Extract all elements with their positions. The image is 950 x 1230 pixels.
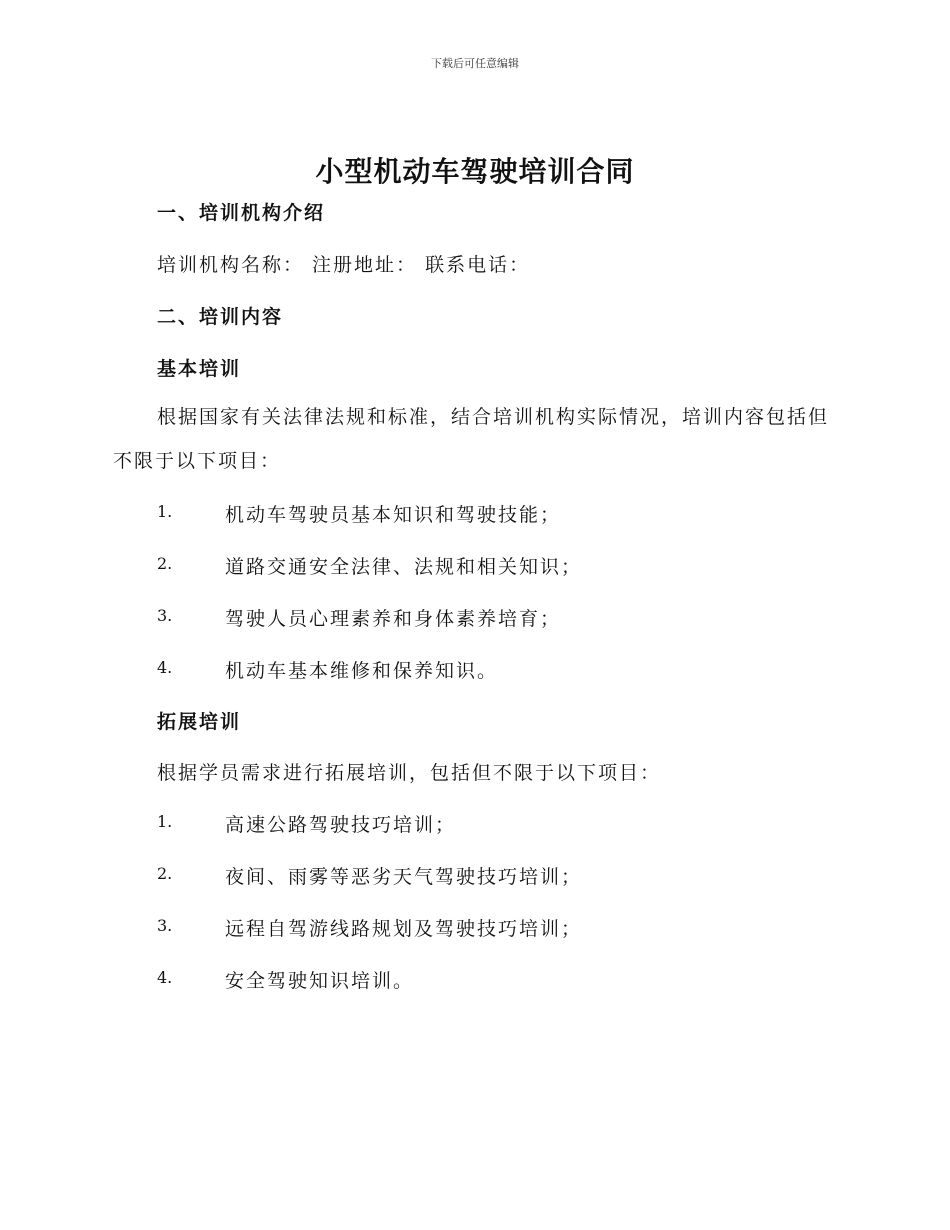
- list-item-number: 2.: [157, 864, 173, 883]
- list-item-text: 机动车驾驶员基本知识和驾驶技能；: [225, 504, 562, 526]
- basic-training-intro: 根据国家有关法律法规和标准，结合培训机构实际情况，培训内容包括但不限于以下项目：: [113, 406, 830, 472]
- list-item-text: 机动车基本维修和保养知识。: [225, 660, 499, 682]
- list-item-number: 4.: [157, 658, 173, 677]
- institution-info-line: 培训机构名称： 注册地址： 联系电话：: [157, 254, 531, 276]
- section-heading-institution: 一、培训机构介绍: [157, 202, 326, 224]
- extended-training-intro: 根据学员需求进行拓展培训，包括但不限于以下项目：: [157, 762, 662, 784]
- list-item-number: 1.: [157, 502, 173, 521]
- list-item-text: 安全驾驶知识培训。: [225, 970, 415, 992]
- list-item-number: 2.: [157, 554, 173, 573]
- list-item-text: 驾驶人员心理素养和身体素养培育；: [225, 608, 562, 630]
- subheading-extended-training: 拓展培训: [157, 711, 242, 733]
- list-item-text: 道路交通安全法律、法规和相关知识；: [225, 556, 583, 578]
- list-item-number: 3.: [157, 606, 173, 625]
- document-title: 小型机动车驾驶培训合同: [315, 155, 635, 188]
- section-heading-content: 二、培训内容: [157, 306, 284, 328]
- list-item-number: 1.: [157, 812, 173, 831]
- subheading-basic-training: 基本培训: [157, 358, 242, 380]
- header-note: 下载后可任意编辑: [431, 57, 519, 70]
- list-item-text: 夜间、雨雾等恶劣天气驾驶技巧培训；: [225, 866, 583, 888]
- list-item-text: 远程自驾游线路规划及驾驶技巧培训；: [225, 918, 583, 940]
- list-item-number: 4.: [157, 968, 173, 987]
- list-item-text: 高速公路驾驶技巧培训；: [225, 814, 457, 836]
- list-item-number: 3.: [157, 916, 173, 935]
